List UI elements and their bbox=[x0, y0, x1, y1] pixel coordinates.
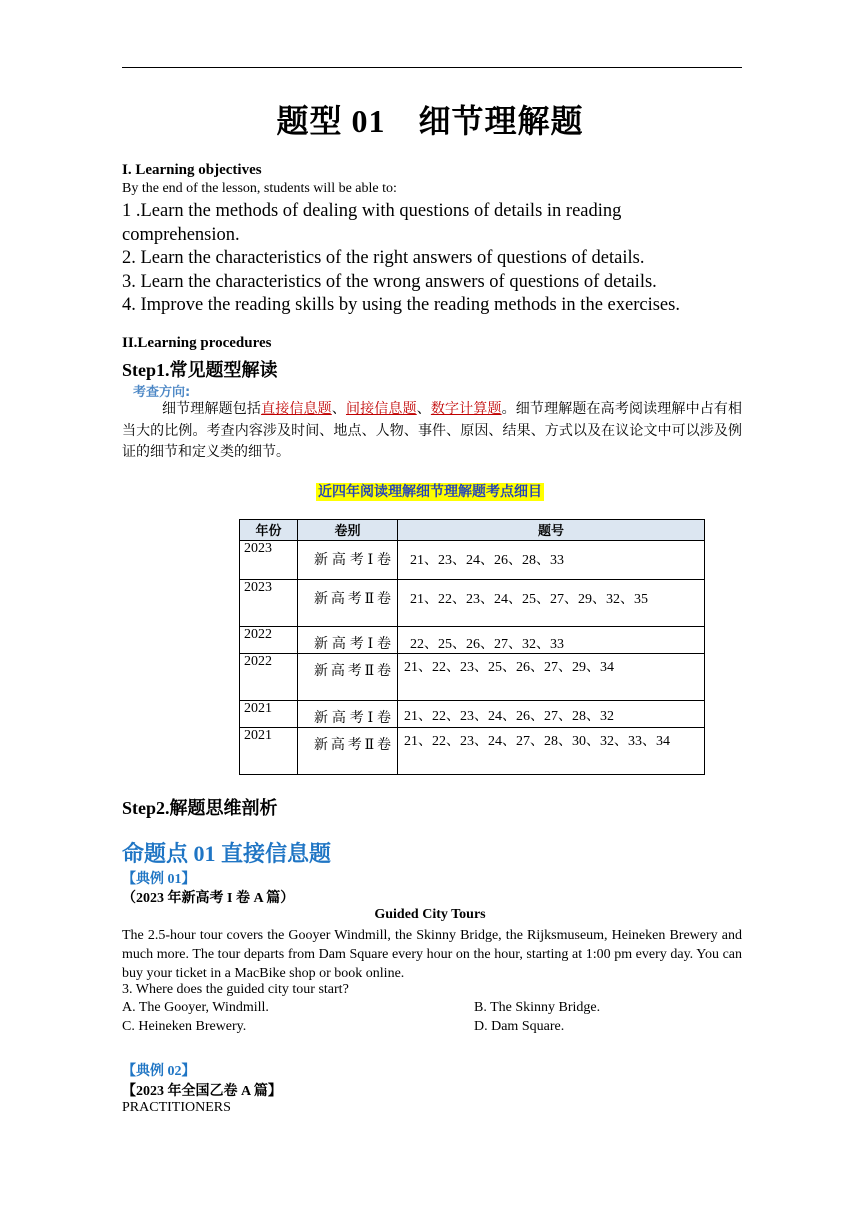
question-text: 3. Where does the guided city tour start? bbox=[122, 982, 349, 997]
option-c[interactable]: C. Heineken Brewery. bbox=[122, 1019, 247, 1034]
cell-year: 2022 bbox=[240, 654, 298, 701]
col-header-questions: 题号 bbox=[398, 520, 705, 541]
table-header-row bbox=[240, 520, 705, 541]
cell-year: 2021 bbox=[240, 701, 298, 728]
link-numeric-calc[interactable]: 数字计算题 bbox=[430, 402, 502, 417]
cell-questions: 21、23、24、26、28、33 bbox=[398, 541, 705, 580]
cell-paper: 新高考Ⅰ卷 bbox=[298, 701, 398, 728]
para-sep: 、 bbox=[416, 402, 431, 417]
link-indirect-info[interactable]: 间接信息题 bbox=[345, 402, 417, 417]
objective-item: 2. Learn the characteristics of the right answers of questions of details. bbox=[122, 248, 645, 268]
para-sep: 、 bbox=[331, 402, 346, 417]
cell-year: 2022 bbox=[240, 627, 298, 654]
example1-source: （2023 年新高考 I 卷 A 篇） bbox=[122, 891, 295, 906]
table-row bbox=[240, 701, 705, 728]
proposition-point-heading: 命题点 01 直接信息题 bbox=[122, 841, 332, 866]
cell-paper: 新高考Ⅱ卷 bbox=[298, 728, 398, 775]
example2-source: 【2023 年全国乙卷 A 篇】 bbox=[122, 1084, 282, 1099]
cell-questions: 21、22、23、24、25、27、29、32、35 bbox=[398, 580, 705, 627]
cell-paper: 新高考Ⅱ卷 bbox=[298, 654, 398, 701]
procedures-heading: II.Learning procedures bbox=[122, 335, 272, 351]
table-row bbox=[240, 580, 705, 627]
table-row bbox=[240, 541, 705, 580]
col-header-year: 年份 bbox=[240, 520, 298, 541]
table-caption bbox=[0, 481, 860, 501]
objective-item: 4. Improve the reading skills by using the reading methods in the exercises. bbox=[122, 295, 680, 315]
option-d[interactable]: D. Dam Square. bbox=[474, 1019, 565, 1034]
para-text: 。细节理解题在高考阅读理解中占有相当大的比例。考查内容涉及时间、地点、人物、事件、原因、结果、方式以及在议论文中可以涉及例证的细节和定义类的细节。 bbox=[122, 402, 743, 460]
para-text: 细节理解题包括 bbox=[162, 402, 262, 417]
page-title: 题型 01 细节理解题 bbox=[276, 103, 584, 139]
cell-questions: 21、22、23、24、26、27、28、32 bbox=[398, 701, 705, 728]
cell-year: 2023 bbox=[240, 541, 298, 580]
cell-questions: 22、25、26、27、32、33 bbox=[398, 627, 705, 654]
cell-paper: 新高考Ⅰ卷 bbox=[298, 541, 398, 580]
col-header-paper: 卷别 bbox=[298, 520, 398, 541]
table-row bbox=[240, 627, 705, 654]
passage-text: The 2.5-hour tour covers the Gooyer Windmill, the Skinny Bridge, the Rijksmuseum, Heineken Brewery and much more. The tour departs from Dam Square every hour on the hour, starting at 1:00 pm every day. You can buy your ticket in a MacBike shop or book online. bbox=[122, 928, 742, 981]
cell-questions: 21、22、23、24、27、28、30、32、33、34 bbox=[398, 728, 705, 775]
cell-year: 2023 bbox=[240, 580, 298, 627]
objective-item: 1 .Learn the methods of dealing with questions of details in reading comprehension. bbox=[122, 201, 622, 245]
option-a[interactable]: A. The Gooyer, Windmill. bbox=[122, 1000, 269, 1015]
objectives-heading: I. Learning objectives bbox=[122, 162, 262, 178]
example2-label: 【典例 02】 bbox=[122, 1064, 196, 1079]
exam-table bbox=[239, 519, 705, 775]
table-caption-text: 近四年阅读理解细节理解题考点细目 bbox=[318, 484, 542, 500]
link-direct-info[interactable]: 直接信息题 bbox=[261, 402, 332, 417]
objectives-intro: By the end of the lesson, students will be able to: bbox=[122, 181, 397, 196]
intro-paragraph bbox=[122, 399, 742, 464]
focus-label: 考查方向: bbox=[133, 385, 191, 400]
table-row bbox=[240, 728, 705, 775]
option-b[interactable]: B. The Skinny Bridge. bbox=[474, 1000, 601, 1015]
cell-questions: 21、22、23、25、26、27、29、34 bbox=[398, 654, 705, 701]
passage-title: Guided City Tours bbox=[374, 907, 486, 922]
cell-paper: 新高考Ⅱ卷 bbox=[298, 580, 398, 627]
cell-paper: 新高考Ⅰ卷 bbox=[298, 627, 398, 654]
objective-item: 3. Learn the characteristics of the wrong answers of questions of details. bbox=[122, 271, 657, 292]
step2-heading: Step2.解题思维剖析 bbox=[122, 798, 278, 818]
example1-label: 【典例 01】 bbox=[122, 872, 196, 887]
cell-year: 2021 bbox=[240, 728, 298, 775]
header-rule bbox=[122, 67, 742, 68]
example2-passage-title: PRACTITIONERS bbox=[122, 1100, 231, 1115]
step1-heading: Step1.常见题型解读 bbox=[122, 360, 278, 380]
objectives-list bbox=[122, 200, 742, 318]
table-row bbox=[240, 654, 705, 701]
